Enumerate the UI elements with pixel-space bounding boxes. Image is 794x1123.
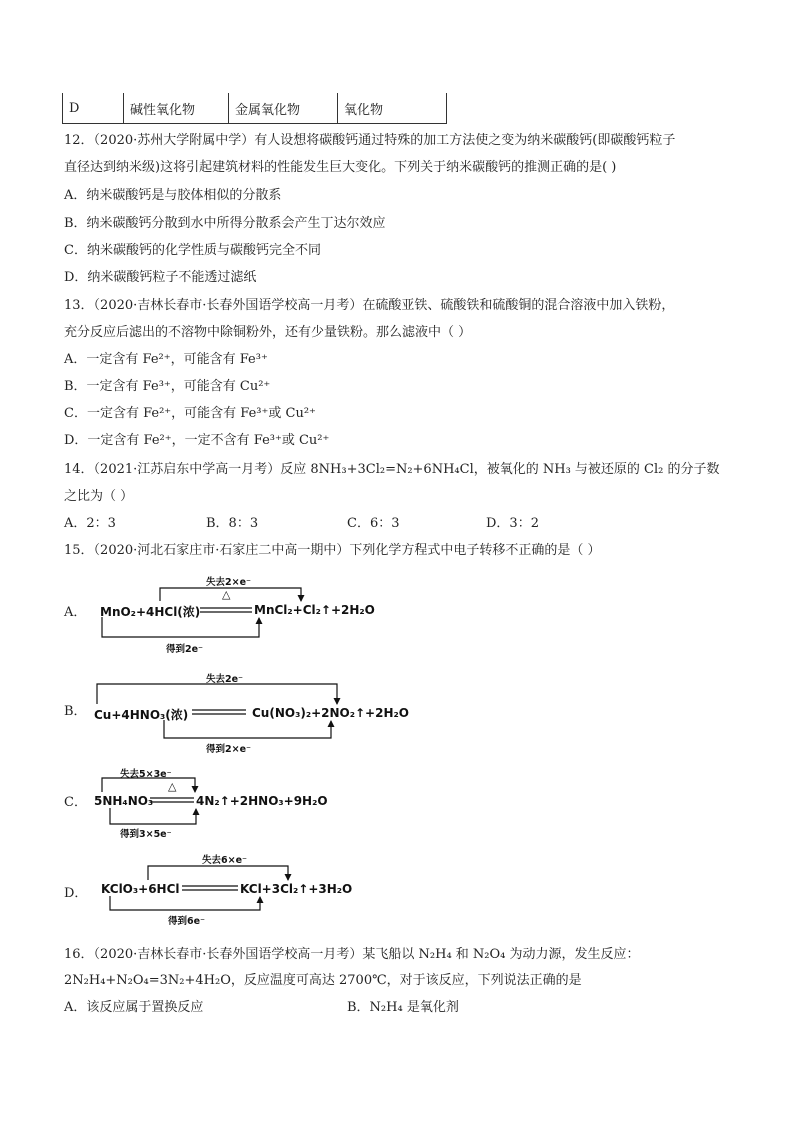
- table-cell: 碱性氧化物: [124, 93, 229, 124]
- q14-option-a: A．2：3: [64, 516, 116, 531]
- q15-a-letter: A．: [64, 605, 87, 620]
- q14-stem-line1: 14．（2021·江苏启东中学高一月考）反应 8NH₃+3Cl₂=N₂+6NH₄Cl，被氧化的 NH₃ 与被还原的 Cl₂ 的分子数: [64, 462, 720, 477]
- q15-d-reactants: KClO₃+6HCl: [101, 882, 180, 896]
- q15-stem: 15．（2020·河北石家庄市·石家庄二中高一期中）下列化学方程式中电子转移不正确的是（ ）: [64, 543, 601, 558]
- q14-option-b: B．8：3: [206, 516, 259, 531]
- q15-a-lost-label: 失去2×e⁻: [206, 577, 252, 588]
- q15-b-products: Cu(NO₃)₂+2NO₂↑+2H₂O: [252, 706, 409, 720]
- q15-c-letter: C．: [64, 795, 87, 810]
- q12-option-a: A．纳米碳酸钙是与胶体相似的分散系: [64, 188, 282, 203]
- q13-option-a: A．一定含有 Fe²⁺，可能含有 Fe³⁺: [64, 352, 268, 367]
- q14-option-c: C．6：3: [347, 516, 400, 531]
- q12-option-d: D．纳米碳酸钙粒子不能透过滤纸: [64, 270, 257, 285]
- q12-stem-line2: 直径达到纳米级)这将引起建筑材料的性能发生巨大变化。下列关于纳米碳酸钙的推测正确的是( ): [64, 160, 617, 175]
- table-cell: 氧化物: [338, 93, 447, 124]
- q15-c-gained-label: 得到3×5e⁻: [120, 829, 172, 840]
- q15-a-gained-label: 得到2e⁻: [166, 644, 204, 655]
- q13-option-c: C．一定含有 Fe²⁺，可能含有 Fe³⁺或 Cu²⁺: [64, 406, 316, 421]
- q15-a-heat-symbol: △: [222, 588, 231, 601]
- q15-b-brackets: [97, 684, 337, 738]
- q15-d-brackets: [110, 866, 288, 910]
- q15-c-heat-symbol: △: [168, 780, 177, 793]
- table-cell: 金属氧化物: [229, 93, 338, 124]
- q15-b-lost-label: 失去2e⁻: [206, 674, 244, 685]
- q13-option-d: D．一定含有 Fe²⁺，一定不含有 Fe³⁺或 Cu²⁺: [64, 433, 330, 448]
- q15-b-reactants: Cu+4HNO₃(浓): [94, 708, 189, 722]
- q16-option-b: B．N₂H₄ 是氧化剂: [347, 1000, 459, 1015]
- q15-b-letter: B．: [64, 704, 87, 719]
- q15-a-products: MnCl₂+Cl₂↑+2H₂O: [254, 603, 375, 617]
- q15-d-products: KCl+3Cl₂↑+3H₂O: [240, 882, 353, 896]
- q15-c-reactants: 5NH₄NO₃: [94, 794, 154, 808]
- q15-b-gained-label: 得到2×e⁻: [206, 744, 252, 755]
- q15-c-lost-label: 失去5×3e⁻: [120, 769, 172, 780]
- q16-stem-line2: 2N₂H₄+N₂O₄=3N₂+4H₂O，反应温度可高达 2700℃，对于该反应，下列说法正确的是: [64, 973, 582, 988]
- q12-stem-line1: 12．（2020·苏州大学附属中学）有人设想将碳酸钙通过特殊的加工方法使之变为纳米碳酸钙(即碳酸钙粒子: [64, 133, 676, 148]
- q15-d-gained-label: 得到6e⁻: [168, 916, 206, 927]
- q12-option-b: B．纳米碳酸钙分散到水中所得分散系会产生丁达尔效应: [64, 216, 386, 231]
- q13-option-b: B．一定含有 Fe³⁺，可能含有 Cu²⁺: [64, 379, 271, 394]
- q14-option-d: D．3：2: [486, 516, 539, 531]
- q15-d-lost-label: 失去6×e⁻: [202, 855, 248, 866]
- q15-a-reactants: MnO₂+4HCl(浓): [100, 605, 201, 619]
- q13-stem-line1: 13．（2020·吉林长春市·长春外国语学校高一月考）在硫酸亚铁、硫酸铁和硫酸铜的混合溶液中加入铁粉，: [64, 298, 675, 313]
- q12-option-c: C．纳米碳酸钙的化学性质与碳酸钙完全不同: [64, 243, 321, 258]
- q13-stem-line2: 充分反应后滤出的不溶物中除铜粉外，还有少量铁粉。那么滤液中（ ）: [64, 325, 472, 340]
- q16-option-a: A．该反应属于置换反应: [64, 1000, 204, 1015]
- q15-a-brackets: [102, 588, 301, 637]
- q16-stem-line1: 16．（2020·吉林长春市·长春外国语学校高一月考）某飞船以 N₂H₄ 和 N₂O₄ 为动力源，发生反应：: [64, 947, 640, 962]
- q14-stem-line2: 之比为（ ）: [64, 489, 134, 504]
- q15-c-brackets: [102, 778, 196, 824]
- table-cell: D: [63, 93, 124, 124]
- q15-d-letter: D．: [64, 886, 88, 901]
- q15-c-products: 4N₂↑+2HNO₃+9H₂O: [196, 794, 328, 808]
